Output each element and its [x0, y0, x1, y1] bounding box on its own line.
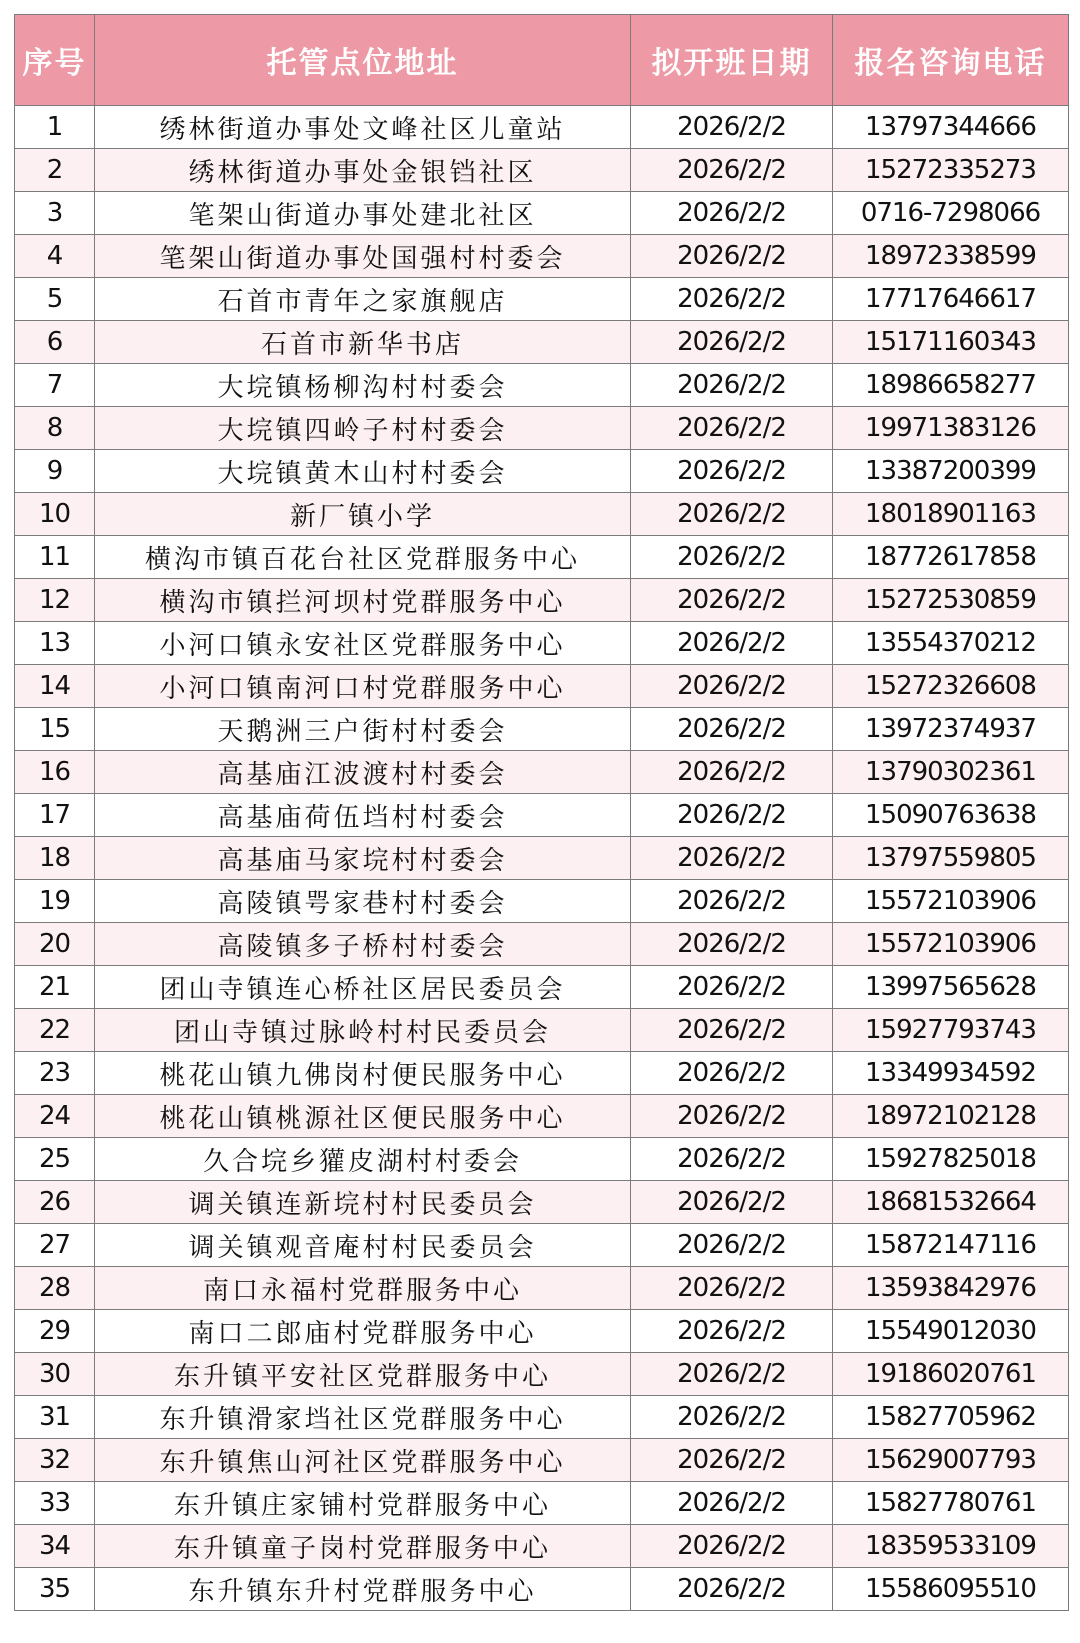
site-address: 东升镇焦山河社区党群服务中心	[95, 1439, 631, 1482]
row-number: 22	[15, 1009, 95, 1052]
start-date: 2026/2/2	[631, 1052, 833, 1095]
start-date: 2026/2/2	[631, 1568, 833, 1611]
header-address: 托管点位地址	[95, 15, 631, 106]
childcare-site-table	[14, 14, 1069, 1611]
start-date: 2026/2/2	[631, 1439, 833, 1482]
site-address: 横沟市镇百花台社区党群服务中心	[95, 536, 631, 579]
row-number: 28	[15, 1267, 95, 1310]
table-row	[15, 536, 1069, 579]
site-address: 桃花山镇桃源社区便民服务中心	[95, 1095, 631, 1138]
contact-phone: 15272326608	[833, 665, 1069, 708]
row-number: 13	[15, 622, 95, 665]
site-address: 东升镇平安社区党群服务中心	[95, 1353, 631, 1396]
table-row	[15, 321, 1069, 364]
table-row	[15, 966, 1069, 1009]
row-number: 5	[15, 278, 95, 321]
table-row	[15, 1009, 1069, 1052]
contact-phone: 13797344666	[833, 106, 1069, 149]
row-number: 25	[15, 1138, 95, 1181]
site-address: 新厂镇小学	[95, 493, 631, 536]
row-number: 18	[15, 837, 95, 880]
table-row	[15, 880, 1069, 923]
contact-phone: 13972374937	[833, 708, 1069, 751]
contact-phone: 13997565628	[833, 966, 1069, 1009]
table-row	[15, 1181, 1069, 1224]
site-address: 东升镇东升村党群服务中心	[95, 1568, 631, 1611]
contact-phone: 15872147116	[833, 1224, 1069, 1267]
contact-phone: 15171160343	[833, 321, 1069, 364]
start-date: 2026/2/2	[631, 665, 833, 708]
row-number: 35	[15, 1568, 95, 1611]
start-date: 2026/2/2	[631, 278, 833, 321]
table-row	[15, 622, 1069, 665]
table-row	[15, 106, 1069, 149]
site-address: 东升镇滑家垱社区党群服务中心	[95, 1396, 631, 1439]
start-date: 2026/2/2	[631, 364, 833, 407]
table-row	[15, 1568, 1069, 1611]
start-date: 2026/2/2	[631, 235, 833, 278]
site-address: 笔架山街道办事处国强村村委会	[95, 235, 631, 278]
contact-phone: 15827705962	[833, 1396, 1069, 1439]
table-row	[15, 665, 1069, 708]
table-row	[15, 1439, 1069, 1482]
row-number: 16	[15, 751, 95, 794]
start-date: 2026/2/2	[631, 880, 833, 923]
site-address: 团山寺镇过脉岭村村民委员会	[95, 1009, 631, 1052]
start-date: 2026/2/2	[631, 1095, 833, 1138]
start-date: 2026/2/2	[631, 106, 833, 149]
table-row	[15, 837, 1069, 880]
contact-phone: 15090763638	[833, 794, 1069, 837]
site-address: 高基庙江波渡村村委会	[95, 751, 631, 794]
row-number: 20	[15, 923, 95, 966]
site-address: 石首市青年之家旗舰店	[95, 278, 631, 321]
table-row	[15, 1310, 1069, 1353]
contact-phone: 18986658277	[833, 364, 1069, 407]
site-address: 调关镇观音庵村村民委员会	[95, 1224, 631, 1267]
table-row	[15, 579, 1069, 622]
table-row	[15, 1482, 1069, 1525]
contact-phone: 15549012030	[833, 1310, 1069, 1353]
row-number: 7	[15, 364, 95, 407]
start-date: 2026/2/2	[631, 751, 833, 794]
header-no: 序号	[15, 15, 95, 106]
row-number: 1	[15, 106, 95, 149]
contact-phone: 13790302361	[833, 751, 1069, 794]
start-date: 2026/2/2	[631, 1009, 833, 1052]
row-number: 34	[15, 1525, 95, 1568]
table-row	[15, 1267, 1069, 1310]
row-number: 33	[15, 1482, 95, 1525]
table-row	[15, 149, 1069, 192]
contact-phone: 15572103906	[833, 880, 1069, 923]
row-number: 4	[15, 235, 95, 278]
start-date: 2026/2/2	[631, 923, 833, 966]
site-address: 高基庙荷伍垱村村委会	[95, 794, 631, 837]
site-address: 笔架山街道办事处建北社区	[95, 192, 631, 235]
site-address: 绣林街道办事处金银铛社区	[95, 149, 631, 192]
start-date: 2026/2/2	[631, 837, 833, 880]
start-date: 2026/2/2	[631, 1310, 833, 1353]
table-row	[15, 1396, 1069, 1439]
start-date: 2026/2/2	[631, 1267, 833, 1310]
table-row	[15, 192, 1069, 235]
row-number: 24	[15, 1095, 95, 1138]
site-address: 东升镇童子岗村党群服务中心	[95, 1525, 631, 1568]
row-number: 9	[15, 450, 95, 493]
table-row	[15, 493, 1069, 536]
table-row	[15, 794, 1069, 837]
site-address: 石首市新华书店	[95, 321, 631, 364]
table-row	[15, 1224, 1069, 1267]
site-address: 团山寺镇连心桥社区居民委员会	[95, 966, 631, 1009]
contact-phone: 13593842976	[833, 1267, 1069, 1310]
table-row	[15, 364, 1069, 407]
contact-phone: 15927825018	[833, 1138, 1069, 1181]
contact-phone: 19186020761	[833, 1353, 1069, 1396]
start-date: 2026/2/2	[631, 1224, 833, 1267]
row-number: 14	[15, 665, 95, 708]
contact-phone: 13387200399	[833, 450, 1069, 493]
table-row	[15, 407, 1069, 450]
table-row	[15, 1525, 1069, 1568]
start-date: 2026/2/2	[631, 493, 833, 536]
start-date: 2026/2/2	[631, 1353, 833, 1396]
table-row	[15, 923, 1069, 966]
contact-phone: 15927793743	[833, 1009, 1069, 1052]
row-number: 17	[15, 794, 95, 837]
site-address: 久合垸乡獾皮湖村村委会	[95, 1138, 631, 1181]
contact-phone: 15629007793	[833, 1439, 1069, 1482]
contact-phone: 18018901163	[833, 493, 1069, 536]
start-date: 2026/2/2	[631, 192, 833, 235]
site-address: 高基庙马家垸村村委会	[95, 837, 631, 880]
contact-phone: 13349934592	[833, 1052, 1069, 1095]
row-number: 21	[15, 966, 95, 1009]
table-header	[15, 15, 1069, 106]
contact-phone: 18972338599	[833, 235, 1069, 278]
start-date: 2026/2/2	[631, 966, 833, 1009]
site-address: 小河口镇永安社区党群服务中心	[95, 622, 631, 665]
contact-phone: 18972102128	[833, 1095, 1069, 1138]
start-date: 2026/2/2	[631, 579, 833, 622]
site-address: 桃花山镇九佛岗村便民服务中心	[95, 1052, 631, 1095]
start-date: 2026/2/2	[631, 149, 833, 192]
row-number: 29	[15, 1310, 95, 1353]
table-row	[15, 235, 1069, 278]
row-number: 26	[15, 1181, 95, 1224]
site-address: 南口二郎庙村党群服务中心	[95, 1310, 631, 1353]
contact-phone: 18681532664	[833, 1181, 1069, 1224]
row-number: 2	[15, 149, 95, 192]
site-address: 绣林街道办事处文峰社区儿童站	[95, 106, 631, 149]
row-number: 30	[15, 1353, 95, 1396]
start-date: 2026/2/2	[631, 1525, 833, 1568]
site-address: 横沟市镇拦河坝村党群服务中心	[95, 579, 631, 622]
table-row	[15, 1052, 1069, 1095]
table-row	[15, 708, 1069, 751]
site-address: 东升镇庄家铺村党群服务中心	[95, 1482, 631, 1525]
contact-phone: 0716-7298066	[833, 192, 1069, 235]
contact-phone: 15572103906	[833, 923, 1069, 966]
start-date: 2026/2/2	[631, 321, 833, 364]
row-number: 6	[15, 321, 95, 364]
start-date: 2026/2/2	[631, 794, 833, 837]
start-date: 2026/2/2	[631, 1482, 833, 1525]
row-number: 10	[15, 493, 95, 536]
contact-phone: 18772617858	[833, 536, 1069, 579]
header-phone: 报名咨询电话	[833, 15, 1069, 106]
row-number: 27	[15, 1224, 95, 1267]
table-body	[15, 106, 1069, 1611]
contact-phone: 17717646617	[833, 278, 1069, 321]
start-date: 2026/2/2	[631, 622, 833, 665]
start-date: 2026/2/2	[631, 407, 833, 450]
row-number: 3	[15, 192, 95, 235]
start-date: 2026/2/2	[631, 708, 833, 751]
table-row	[15, 1095, 1069, 1138]
site-address: 天鹅洲三户街村村委会	[95, 708, 631, 751]
table-row	[15, 751, 1069, 794]
start-date: 2026/2/2	[631, 450, 833, 493]
table-row	[15, 1353, 1069, 1396]
start-date: 2026/2/2	[631, 1138, 833, 1181]
table-row	[15, 1138, 1069, 1181]
row-number: 12	[15, 579, 95, 622]
contact-phone: 15272335273	[833, 149, 1069, 192]
site-address: 小河口镇南河口村党群服务中心	[95, 665, 631, 708]
row-number: 23	[15, 1052, 95, 1095]
start-date: 2026/2/2	[631, 1396, 833, 1439]
table-row	[15, 450, 1069, 493]
row-number: 11	[15, 536, 95, 579]
row-number: 31	[15, 1396, 95, 1439]
site-address: 调关镇连新垸村村民委员会	[95, 1181, 631, 1224]
site-address: 大垸镇黄木山村村委会	[95, 450, 631, 493]
row-number: 15	[15, 708, 95, 751]
row-number: 32	[15, 1439, 95, 1482]
row-number: 19	[15, 880, 95, 923]
start-date: 2026/2/2	[631, 536, 833, 579]
table-row	[15, 278, 1069, 321]
contact-phone: 13797559805	[833, 837, 1069, 880]
site-address: 高陵镇咢家巷村村委会	[95, 880, 631, 923]
contact-phone: 13554370212	[833, 622, 1069, 665]
site-address: 大垸镇杨柳沟村村委会	[95, 364, 631, 407]
header-row	[15, 15, 1069, 106]
contact-phone: 15586095510	[833, 1568, 1069, 1611]
header-date: 拟开班日期	[631, 15, 833, 106]
contact-phone: 19971383126	[833, 407, 1069, 450]
site-address: 南口永福村党群服务中心	[95, 1267, 631, 1310]
site-address: 大垸镇四岭子村村委会	[95, 407, 631, 450]
row-number: 8	[15, 407, 95, 450]
contact-phone: 15272530859	[833, 579, 1069, 622]
contact-phone: 18359533109	[833, 1525, 1069, 1568]
start-date: 2026/2/2	[631, 1181, 833, 1224]
contact-phone: 15827780761	[833, 1482, 1069, 1525]
site-address: 高陵镇多子桥村村委会	[95, 923, 631, 966]
